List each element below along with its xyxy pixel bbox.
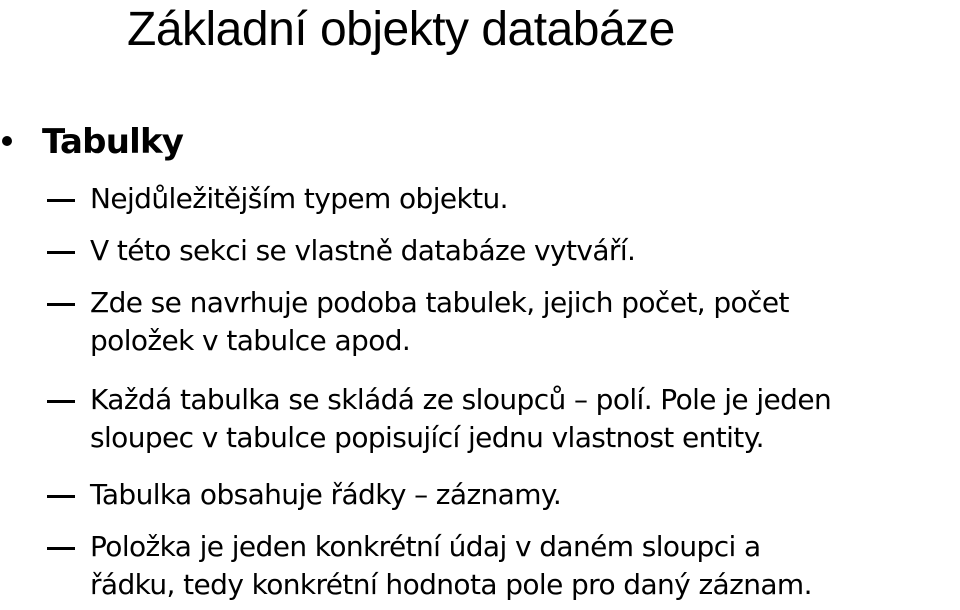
dash-icon [47,199,75,202]
bullet-label: Tabulky [42,122,184,162]
sub-item-text [90,476,958,514]
sub-item-line: sloupec v tabulce popisující jednu vlastnost entity. [90,421,764,454]
sub-item-line: Každá tabulka se skládá ze sloupců – polí. Pole je jeden [90,383,832,416]
sub-item-line: řádku, tedy konkrétní hodnota pole pro daný záznam. [90,568,812,601]
slide-title: Základní objekty databáze [127,3,675,56]
dash-icon [47,547,75,550]
sub-item-text [90,381,958,457]
sub-item-text [90,284,958,360]
dash-icon [47,303,75,306]
sub-item-line: Zde se navrhuje podoba tabulek, jejich počet, počet [90,286,789,319]
sub-item-text [90,528,958,604]
sub-item-line: položek v tabulce apod. [90,324,411,357]
dash-icon [47,400,75,403]
sub-item-line: Tabulka obsahuje řádky – záznamy. [90,478,562,511]
sub-item-line: Položka je jeden konkrétní údaj v daném sloupci a [90,530,761,563]
sub-item-line: V této sekci se vlastně databáze vytváří. [90,234,636,267]
sub-item-line: Nejdůležitějším typem objektu. [90,182,508,215]
dash-icon [47,251,75,254]
sub-item-text [90,232,958,270]
sub-item-text [90,180,958,218]
dash-icon [47,495,75,498]
